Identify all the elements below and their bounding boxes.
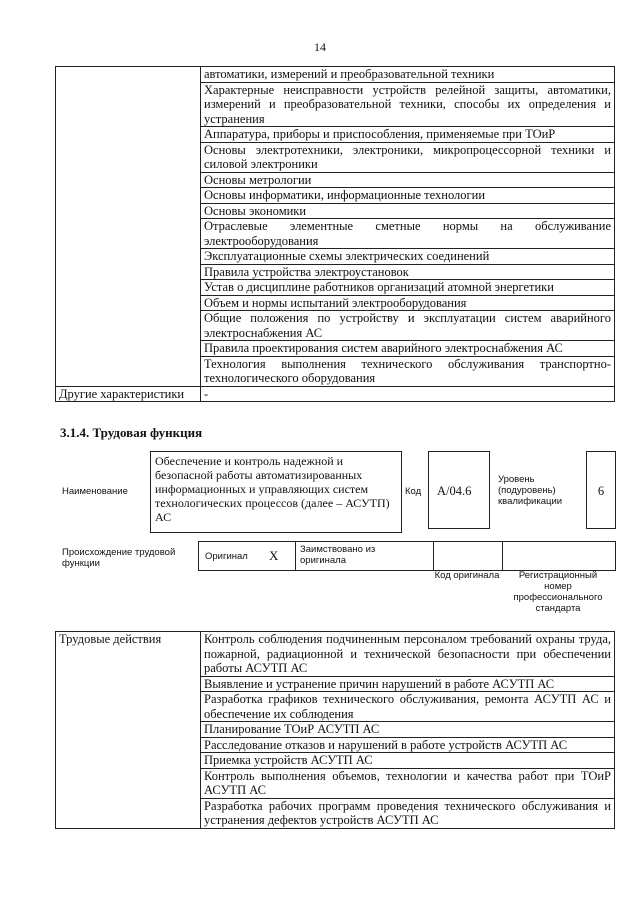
other-characteristics-row: [56, 386, 615, 402]
knowledge-row: [56, 67, 615, 83]
knowledge-item: Правила проектирования систем аварийного электроснабжения АС: [201, 341, 615, 357]
knowledge-item: Отраслевые элементные сметные нормы на обслуживание электрооборудования: [201, 219, 615, 249]
actions-label: Трудовые действия: [56, 632, 201, 829]
knowledge-left-cell: [56, 67, 201, 387]
action-item: Планирование ТОиР АСУТП АС: [201, 722, 615, 738]
other-characteristics-label: Другие характеристики: [56, 386, 201, 402]
function-name-box: Обеспечение и контроль надежной и безопасной работы автоматизированных информационных и управляющих систем технологических процессов (далее – АСУТП) АС: [150, 451, 402, 533]
original-label: Оригинал: [205, 551, 248, 562]
code-label: Код: [405, 486, 422, 497]
knowledge-item: Основы экономики: [201, 203, 615, 219]
knowledge-item: Эксплуатационные схемы электрических соединений: [201, 249, 615, 265]
knowledge-table: [55, 66, 615, 402]
reg-number-label: Регистрационный номер профессионального стандарта: [513, 570, 603, 614]
original-box: [198, 541, 296, 571]
original-mark: X: [269, 548, 279, 563]
knowledge-item: Аппаратура, приборы и приспособления, применяемые при ТОиР: [201, 127, 615, 143]
code-value: A/04.6: [437, 484, 472, 498]
knowledge-item: Основы информатики, информационные технологии: [201, 188, 615, 204]
knowledge-item: Устав о дисциплине работников организаций атомной энергетики: [201, 280, 615, 296]
knowledge-item: Технология выполнения технического обслуживания транспортно-технологического оборудования: [201, 356, 615, 386]
code-box: [428, 451, 490, 529]
knowledge-item: автоматики, измерений и преобразовательной техники: [201, 67, 615, 83]
knowledge-item: Характерные неисправности устройств релейной защиты, автоматики, измерений и преобразовательной техники, способы их определения и устранения: [201, 82, 615, 127]
action-row: [56, 632, 615, 677]
level-value: 6: [597, 484, 605, 498]
action-item: Выявление и устранение причин нарушений в работе АСУТП АС: [201, 676, 615, 692]
knowledge-item: Основы электротехники, электроники, микропроцессорной техники и силовой электроники: [201, 142, 615, 172]
knowledge-item: Общие положения по устройству и эксплуатации систем аварийного электроснабжения АС: [201, 311, 615, 341]
page-number: 14: [314, 40, 326, 54]
name-label: Наименование: [62, 486, 128, 497]
action-item: Расследование отказов и нарушений в работе устройств АСУТП АС: [201, 737, 615, 753]
code-original-label: Код оригинала: [434, 570, 500, 581]
origin-label: Происхождение трудовой функции: [62, 547, 176, 569]
knowledge-item: Правила устройства электроустановок: [201, 264, 615, 280]
section-title: 3.1.4. Трудовая функция: [60, 425, 203, 440]
knowledge-item: Основы метрологии: [201, 172, 615, 188]
level-label: Уровень (подуровень) квалификации: [498, 474, 563, 507]
level-box: [586, 451, 616, 529]
knowledge-item: Объем и нормы испытаний электрооборудования: [201, 295, 615, 311]
action-item: Разработка рабочих программ проведения технического обслуживания и устранения дефектов устройств АСУТП АС: [201, 798, 615, 828]
borrowed-label: Заимствовано из оригинала: [300, 544, 376, 566]
action-item: Контроль выполнения объемов, технологии и качества работ при ТОиР АСУТП АС: [201, 768, 615, 798]
other-characteristics-value: -: [201, 386, 615, 402]
action-item: Приемка устройств АСУТП АС: [201, 753, 615, 769]
actions-table: [55, 631, 615, 829]
code-original-box: [433, 541, 503, 571]
action-item: Контроль соблюдения подчиненным персоналом требований охраны труда, пожарной, радиационной и технической безопасности при обеспечении работы АСУТП АС: [201, 632, 615, 677]
borrowed-box: [295, 541, 434, 571]
action-item: Разработка графиков технического обслуживания, ремонта АСУТП АС и обеспечение их соблюдения: [201, 692, 615, 722]
reg-number-box: [502, 541, 616, 571]
